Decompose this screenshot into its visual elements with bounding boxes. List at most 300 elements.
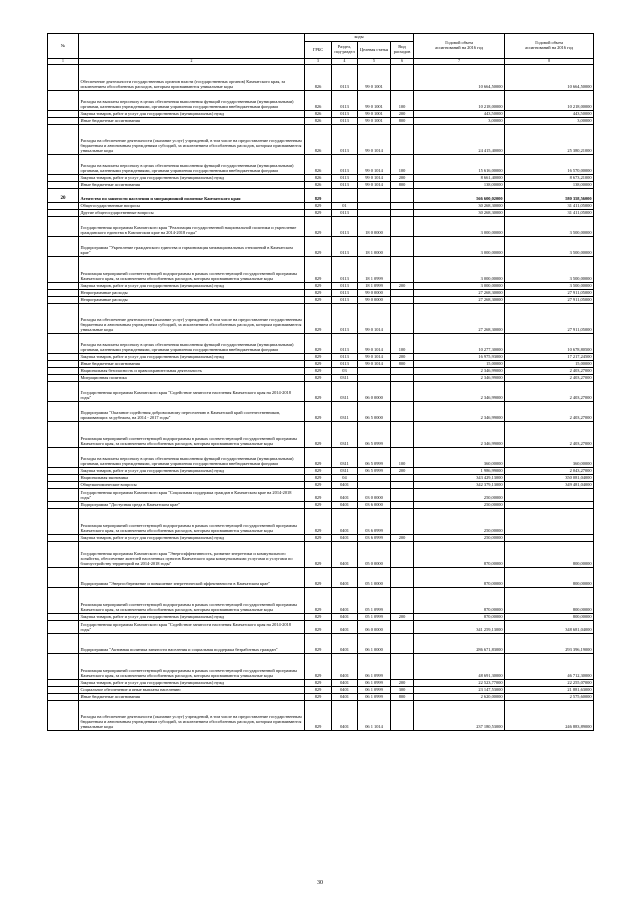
row-number xyxy=(48,304,79,334)
row-name: Расходы на выплаты персоналу в целях обеспечения выполнения функций государственными (муниципальными) органами, казенными учреждениями, органами управления государственными внебюджетными фондами xyxy=(79,155,305,175)
row-amount-2016: 250,00000 xyxy=(414,489,505,502)
row-grbs: 829 xyxy=(305,217,332,237)
header-cs: Целевая статья xyxy=(358,42,391,59)
row-razdel: 0113 xyxy=(332,304,358,334)
index-cell: 5 xyxy=(358,59,391,65)
row-number xyxy=(48,175,79,182)
row-amount-2016: 22 523,77000 xyxy=(414,680,505,687)
row-amount-2016: 360,00000 xyxy=(414,448,505,468)
row-amount-2016: 870,00000 xyxy=(414,588,505,614)
table-row xyxy=(48,155,594,175)
row-amount-2016: 3,00000 xyxy=(414,118,505,125)
row-name: Расходы на выплаты персоналу в целях обеспечения выполнения функций государственными (муниципальными) органами, казенными учреждениями, органами управления государственными внебюджетными фондами xyxy=(79,334,305,354)
row-amount-2017: 293 396,19000 xyxy=(505,634,594,654)
row-amount-2016: 250,00000 xyxy=(414,502,505,509)
row-number xyxy=(48,468,79,475)
row-amount-2016: 16 975,93000 xyxy=(414,354,505,361)
row-amount-2017: 246 883,89000 xyxy=(505,701,594,731)
header-2017-line2: ассигнований на 2016 год xyxy=(525,45,573,50)
row-name: Расходы на выплаты персоналу в целях обеспечения выполнения функций государственными (муниципальными) органами, казенными учреждениями, органами управления государственными внебюджетными фондами xyxy=(79,448,305,468)
row-name: Реализация мероприятий соответствующей подпрограммы в рамках соответствующей государственной программы Камчатского края, за исключением обособленных расходов, которым присваиваются уникальные коды xyxy=(79,509,305,535)
header-2017 xyxy=(505,34,594,59)
row-target-article: 99 0 1014 xyxy=(358,334,391,354)
row-name: Общегосударственные вопросы xyxy=(79,203,305,210)
row-number xyxy=(48,155,79,175)
row-amount-2017 xyxy=(505,535,594,542)
row-grbs: 829 xyxy=(305,509,332,535)
row-number xyxy=(48,210,79,217)
table-row xyxy=(48,621,594,634)
row-expense-type xyxy=(391,621,414,634)
row-amount-2017: 3,00000 xyxy=(505,118,594,125)
row-expense-type xyxy=(391,368,414,375)
table-row xyxy=(48,475,594,482)
row-amount-2017: 27 911,05000 xyxy=(505,304,594,334)
row-target-article xyxy=(358,189,391,203)
row-number xyxy=(48,382,79,402)
row-target-article: 06 0 0000 xyxy=(358,621,391,634)
row-amount-2017: 3 500,00000 xyxy=(505,217,594,237)
row-razdel: 0113 xyxy=(332,210,358,217)
row-amount-2016: 15 616,00000 xyxy=(414,155,505,175)
row-amount-2017: 10 664,50000 xyxy=(505,65,594,91)
row-grbs: 829 xyxy=(305,482,332,489)
row-razdel: 0401 xyxy=(332,621,358,634)
row-grbs: 829 xyxy=(305,283,332,290)
row-amount-2017: 348 681,04000 xyxy=(505,621,594,634)
row-number xyxy=(48,334,79,354)
row-amount-2017: 10 678,80500 xyxy=(505,334,594,354)
row-grbs: 829 xyxy=(305,422,332,448)
row-number xyxy=(48,111,79,118)
row-grbs: 829 xyxy=(305,542,332,568)
row-amount-2017: 2 403,27000 xyxy=(505,375,594,382)
row-expense-type xyxy=(391,701,414,731)
header-2017-line1: Годовой объем xyxy=(535,40,563,46)
row-target-article: 99 0 1014 xyxy=(358,125,391,155)
row-razdel: 0113 xyxy=(332,175,358,182)
row-target-article: 18 1 0999 xyxy=(358,283,391,290)
table-row xyxy=(48,257,594,283)
row-target-article: 99 0 1014 xyxy=(358,304,391,334)
row-expense-type: 100 xyxy=(391,334,414,354)
table-row xyxy=(48,65,594,91)
row-number xyxy=(48,65,79,91)
table-row xyxy=(48,502,594,509)
row-expense-type xyxy=(391,509,414,535)
row-grbs: 829 xyxy=(305,694,332,701)
row-target-article: 06 1 1014 xyxy=(358,701,391,731)
row-expense-type: 300 xyxy=(391,687,414,694)
row-target-article: 05 1 0999 xyxy=(358,614,391,621)
row-amount-2017: 2 403,27000 xyxy=(505,402,594,422)
row-expense-type xyxy=(391,210,414,217)
row-target-article: 06 0 0000 xyxy=(358,382,391,402)
row-target-article: 99 0 1014 xyxy=(358,155,391,175)
row-name: Миграционная политика xyxy=(79,375,305,382)
row-grbs: 829 xyxy=(305,382,332,402)
row-amount-2017: 800,00000 xyxy=(505,568,594,588)
row-name: Непрограммные расходы xyxy=(79,290,305,297)
row-amount-2016: 138,00000 xyxy=(414,182,505,189)
row-amount-2016: 2 346,99000 xyxy=(414,382,505,402)
table-header xyxy=(48,34,594,65)
table-row xyxy=(48,482,594,489)
row-grbs: 829 xyxy=(305,654,332,680)
row-expense-type: 800 xyxy=(391,694,414,701)
table-row xyxy=(48,175,594,182)
row-grbs: 829 xyxy=(305,354,332,361)
row-amount-2016: 27 268,30000 xyxy=(414,290,505,297)
row-razdel: 0113 xyxy=(332,91,358,111)
row-grbs: 829 xyxy=(305,535,332,542)
row-razdel: 0113 xyxy=(332,237,358,257)
row-amount-2017: 31 411,05000 xyxy=(505,210,594,217)
row-razdel: 0113 xyxy=(332,111,358,118)
row-target-article: 05 0 0000 xyxy=(358,542,391,568)
row-number xyxy=(48,588,79,614)
row-razdel: 0311 xyxy=(332,375,358,382)
row-amount-2016: 2 346,99000 xyxy=(414,368,505,375)
row-grbs: 829 xyxy=(305,297,332,304)
row-name: Общеэкономические вопросы xyxy=(79,482,305,489)
row-amount-2016: 48 691,30000 xyxy=(414,654,505,680)
table-row xyxy=(48,448,594,468)
row-amount-2016: 15,00000 xyxy=(414,361,505,368)
row-name: Закупка товаров, работ и услуг для государственных (муниципальных) нужд xyxy=(79,111,305,118)
row-number xyxy=(48,283,79,290)
row-razdel: 0401 xyxy=(332,687,358,694)
row-amount-2017: 22 255,07000 xyxy=(505,680,594,687)
table-row xyxy=(48,542,594,568)
table-row xyxy=(48,361,594,368)
row-expense-type xyxy=(391,475,414,482)
table-row xyxy=(48,588,594,614)
row-grbs: 829 xyxy=(305,502,332,509)
row-amount-2016: 30 268,30000 xyxy=(414,210,505,217)
row-grbs: 829 xyxy=(305,203,332,210)
row-amount-2016: 250,00000 xyxy=(414,535,505,542)
row-amount-2016: 3 000,00000 xyxy=(414,257,505,283)
header-name-blank xyxy=(79,34,305,59)
row-amount-2016: 10 218,00000 xyxy=(414,91,505,111)
row-razdel: 0113 xyxy=(332,217,358,237)
row-expense-type xyxy=(391,542,414,568)
row-amount-2017: 31 411,05000 xyxy=(505,203,594,210)
row-target-article xyxy=(358,203,391,210)
table-row xyxy=(48,368,594,375)
row-razdel: 0311 xyxy=(332,382,358,402)
row-number xyxy=(48,448,79,468)
row-razdel xyxy=(332,189,358,203)
row-name: Закупка товаров, работ и услуг для государственных (муниципальных) нужд xyxy=(79,680,305,687)
table-row xyxy=(48,182,594,189)
row-grbs: 829 xyxy=(305,368,332,375)
index-cell: 3 xyxy=(305,59,332,65)
row-amount-2017: 580 358,56000 xyxy=(505,189,594,203)
row-grbs: 829 xyxy=(305,210,332,217)
row-razdel: 0113 xyxy=(332,354,358,361)
table-row xyxy=(48,687,594,694)
row-number xyxy=(48,402,79,422)
table-row xyxy=(48,118,594,125)
row-target-article: 99 0 1001 xyxy=(358,111,391,118)
row-amount-2016: 342 379,13000 xyxy=(414,482,505,489)
row-name: Другие общегосударственные вопросы xyxy=(79,210,305,217)
row-amount-2016: 870,00000 xyxy=(414,614,505,621)
row-amount-2017: 2 403,27000 xyxy=(505,382,594,402)
row-expense-type: 200 xyxy=(391,354,414,361)
row-number xyxy=(48,701,79,731)
row-amount-2016: 10 664,50000 xyxy=(414,65,505,91)
row-grbs: 829 xyxy=(305,361,332,368)
row-amount-2016: 8 661,40000 xyxy=(414,175,505,182)
table-row xyxy=(48,701,594,731)
row-amount-2017: 2 403,27000 xyxy=(505,422,594,448)
row-amount-2016: 2 346,99000 xyxy=(414,402,505,422)
row-target-article xyxy=(358,375,391,382)
row-expense-type xyxy=(391,290,414,297)
row-amount-2017: 2 403,27000 xyxy=(505,368,594,375)
row-expense-type xyxy=(391,304,414,334)
row-expense-type xyxy=(391,382,414,402)
row-number xyxy=(48,482,79,489)
row-grbs: 826 xyxy=(305,125,332,155)
row-name: Иные бюджетные ассигнования xyxy=(79,118,305,125)
index-cell: 2 xyxy=(79,59,305,65)
row-grbs: 826 xyxy=(305,91,332,111)
row-expense-type: 200 xyxy=(391,468,414,475)
row-amount-2017: 10 218,00000 xyxy=(505,91,594,111)
row-grbs: 829 xyxy=(305,489,332,502)
row-razdel: 0401 xyxy=(332,535,358,542)
row-grbs: 829 xyxy=(305,701,332,731)
row-name: Национальная экономика xyxy=(79,475,305,482)
row-amount-2017: 8 673,21000 xyxy=(505,175,594,182)
row-number xyxy=(48,290,79,297)
row-amount-2016: 250,00000 xyxy=(414,509,505,535)
row-target-article: 99 0 1014 xyxy=(358,354,391,361)
row-name: Расходы на обеспечение деятельности (оказание услуг) учреждений, в том числе на предоставление государственным бюджетным и автономным учреждениям субсидий, за исключением обособленных расходов, которым присваиваются уникальные коды xyxy=(79,701,305,731)
row-grbs: 826 xyxy=(305,118,332,125)
row-name: Реализация мероприятий соответствующей подпрограммы в рамках соответствующей государственной программы Камчатского края, за исключением обособленных расходов, которым присваиваются уникальные коды xyxy=(79,422,305,448)
row-amount-2017 xyxy=(505,489,594,502)
row-target-article: 03 6 0999 xyxy=(358,509,391,535)
row-grbs: 829 xyxy=(305,468,332,475)
row-name: Национальная безопасность и правоохранительная деятельность xyxy=(79,368,305,375)
header-grbs: ГРБС xyxy=(305,42,332,59)
row-target-article: 99 0 1014 xyxy=(358,361,391,368)
table-row xyxy=(48,125,594,155)
row-amount-2016: 566 600,02000 xyxy=(414,189,505,203)
header-num: № xyxy=(48,34,79,59)
table-row xyxy=(48,290,594,297)
row-number xyxy=(48,217,79,237)
row-razdel: 0113 xyxy=(332,283,358,290)
row-razdel: 0113 xyxy=(332,290,358,297)
row-razdel: 0401 xyxy=(332,588,358,614)
row-razdel: 0113 xyxy=(332,155,358,175)
row-razdel: 03 xyxy=(332,368,358,375)
row-amount-2017: 16 570,00000 xyxy=(505,155,594,175)
row-number xyxy=(48,257,79,283)
row-number xyxy=(48,125,79,155)
row-expense-type: 200 xyxy=(391,175,414,182)
row-number xyxy=(48,654,79,680)
row-number xyxy=(48,509,79,535)
row-razdel: 0113 xyxy=(332,334,358,354)
row-name: Подпрограмма "Доступная среда в Камчатском крае" xyxy=(79,502,305,509)
row-target-article: 06 1 0000 xyxy=(358,634,391,654)
row-expense-type xyxy=(391,654,414,680)
row-target-article xyxy=(358,368,391,375)
row-expense-type: 200 xyxy=(391,680,414,687)
row-razdel: 0401 xyxy=(332,542,358,568)
row-expense-type: 200 xyxy=(391,614,414,621)
row-grbs: 829 xyxy=(305,568,332,588)
row-target-article: 06 1 0999 xyxy=(358,654,391,680)
row-razdel: 0311 xyxy=(332,448,358,468)
row-expense-type: 100 xyxy=(391,91,414,111)
row-amount-2016: 443,50000 xyxy=(414,111,505,118)
row-razdel: 0401 xyxy=(332,568,358,588)
row-amount-2016: 870,00000 xyxy=(414,542,505,568)
row-target-article: 06 1 0999 xyxy=(358,694,391,701)
row-target-article: 06 1 0999 xyxy=(358,687,391,694)
row-target-article: 99 0 0000 xyxy=(358,290,391,297)
index-cell: 1 xyxy=(48,59,79,65)
row-amount-2017: 25 380,21000 xyxy=(505,125,594,155)
row-amount-2017: 2 043,27000 xyxy=(505,468,594,475)
row-name: Государственная программа Камчатского края "Социальная поддержка граждан в Камчатском крае на 2014-2018 годы" xyxy=(79,489,305,502)
row-grbs: 829 xyxy=(305,621,332,634)
row-grbs: 829 xyxy=(305,475,332,482)
row-number xyxy=(48,502,79,509)
row-amount-2017: 349 481,04000 xyxy=(505,482,594,489)
row-amount-2016: 24 415,40000 xyxy=(414,125,505,155)
row-razdel: 0113 xyxy=(332,361,358,368)
table-row xyxy=(48,568,594,588)
row-amount-2016: 2 346,99000 xyxy=(414,375,505,382)
row-number xyxy=(48,634,79,654)
row-target-article: 18 1 0000 xyxy=(358,237,391,257)
row-name: Расходы на обеспечение деятельности (оказание услуг) учреждений, в том числе на предоставление государственным бюджетным и автономным учреждениям субсидий, за исключением обособленных расходов, которым присваиваются уникальные коды xyxy=(79,125,305,155)
row-number xyxy=(48,297,79,304)
row-number xyxy=(48,203,79,210)
row-expense-type xyxy=(391,375,414,382)
header-2016-line1: Годовой объем xyxy=(445,40,473,46)
row-expense-type xyxy=(391,189,414,203)
row-amount-2016: 343 429,13000 xyxy=(414,475,505,482)
row-number xyxy=(48,375,79,382)
table-row xyxy=(48,680,594,687)
row-target-article: 99 0 1014 xyxy=(358,175,391,182)
row-expense-type: 100 xyxy=(391,155,414,175)
table-row xyxy=(48,382,594,402)
row-name: Закупка товаров, работ и услуг для государственных (муниципальных) нужд xyxy=(79,535,305,542)
row-target-article: 05 1 0999 xyxy=(358,588,391,614)
header-razdel: Раздел, под-раздел xyxy=(332,42,358,59)
row-razdel: 0311 xyxy=(332,468,358,475)
index-cell: 8 xyxy=(505,59,594,65)
row-expense-type xyxy=(391,257,414,283)
row-number xyxy=(48,422,79,448)
row-amount-2016: 1 986,99000 xyxy=(414,468,505,475)
row-number xyxy=(48,489,79,502)
table-row xyxy=(48,111,594,118)
row-name: Реализация мероприятий соответствующей подпрограммы в рамках соответствующей государственной программы Камчатского края, за исключением обособленных расходов, которым присваиваются уникальные коды xyxy=(79,654,305,680)
row-number xyxy=(48,568,79,588)
row-name: Подпрограмма "Укрепление гражданского единства и гармонизация межнациональных отношений в Камчатском крае" xyxy=(79,237,305,257)
row-name: Закупка товаров, работ и услуг для государственных (муниципальных) нужд xyxy=(79,614,305,621)
row-name: Иные бюджетные ассигнования xyxy=(79,361,305,368)
row-amount-2016: 2 620,00000 xyxy=(414,694,505,701)
row-razdel: 0113 xyxy=(332,182,358,189)
row-name: Закупка товаров, работ и услуг для государственных (муниципальных) нужд xyxy=(79,354,305,361)
row-target-article xyxy=(358,475,391,482)
table-body xyxy=(48,65,594,731)
row-name: Государственная программа Камчатского края "Содействие занятости населения Камчатского края на 2014-2018 годы" xyxy=(79,621,305,634)
header-vr: Вид расходов xyxy=(391,42,414,59)
row-expense-type: 800 xyxy=(391,182,414,189)
row-razdel: 0401 xyxy=(332,509,358,535)
row-grbs: 829 xyxy=(305,290,332,297)
row-target-article: 06 5 0999 xyxy=(358,468,391,475)
row-expense-type xyxy=(391,297,414,304)
table-row xyxy=(48,375,594,382)
table-row xyxy=(48,614,594,621)
row-name: Реализация мероприятий соответствующей подпрограммы в рамках соответствующей государственной программы Камчатского края, за исключением обособленных расходов, которым присваиваются уникальные коды xyxy=(79,588,305,614)
row-target-article: 06 1 0999 xyxy=(358,680,391,687)
row-target-article: 06 5 0999 xyxy=(358,422,391,448)
row-target-article: 18 1 0999 xyxy=(358,257,391,283)
row-expense-type xyxy=(391,125,414,155)
row-name: Закупка товаров, работ и услуг для государственных (муниципальных) нужд xyxy=(79,468,305,475)
row-number xyxy=(48,118,79,125)
row-name: Расходы на выплаты персоналу в целях обеспечения выполнения функций государственными (муниципальными) органами, казенными учреждениями, органами управления государственными внебюджетными фондами xyxy=(79,91,305,111)
row-grbs: 826 xyxy=(305,155,332,175)
row-target-article: 99 0 1001 xyxy=(358,91,391,111)
row-expense-type xyxy=(391,402,414,422)
row-number xyxy=(48,368,79,375)
row-name: Иные бюджетные ассигнования xyxy=(79,694,305,701)
row-amount-2017: 15,00000 xyxy=(505,361,594,368)
row-expense-type xyxy=(391,634,414,654)
row-target-article: 99 0 1001 xyxy=(358,65,391,91)
page-number: 30 xyxy=(317,880,323,886)
row-razdel: 0113 xyxy=(332,297,358,304)
row-amount-2017: 138,00000 xyxy=(505,182,594,189)
row-name: Государственная программа Камчатского края "Содействие занятости населения Камчатского края на 2014-2018 годы" xyxy=(79,382,305,402)
row-grbs: 829 xyxy=(305,634,332,654)
row-number xyxy=(48,694,79,701)
row-razdel: 0113 xyxy=(332,65,358,91)
row-razdel: 04 xyxy=(332,475,358,482)
row-grbs: 829 xyxy=(305,334,332,354)
row-amount-2017: 350 081,04000 xyxy=(505,475,594,482)
row-grbs: 829 xyxy=(305,687,332,694)
row-razdel: 0401 xyxy=(332,502,358,509)
row-amount-2016: 3 000,00000 xyxy=(414,283,505,290)
row-amount-2017 xyxy=(505,509,594,535)
row-amount-2016: 2 346,99000 xyxy=(414,422,505,448)
row-number: 20 xyxy=(48,189,79,203)
row-expense-type xyxy=(391,65,414,91)
row-number xyxy=(48,354,79,361)
table-row xyxy=(48,694,594,701)
row-target-article: 03 6 0999 xyxy=(358,535,391,542)
row-grbs: 826 xyxy=(305,182,332,189)
